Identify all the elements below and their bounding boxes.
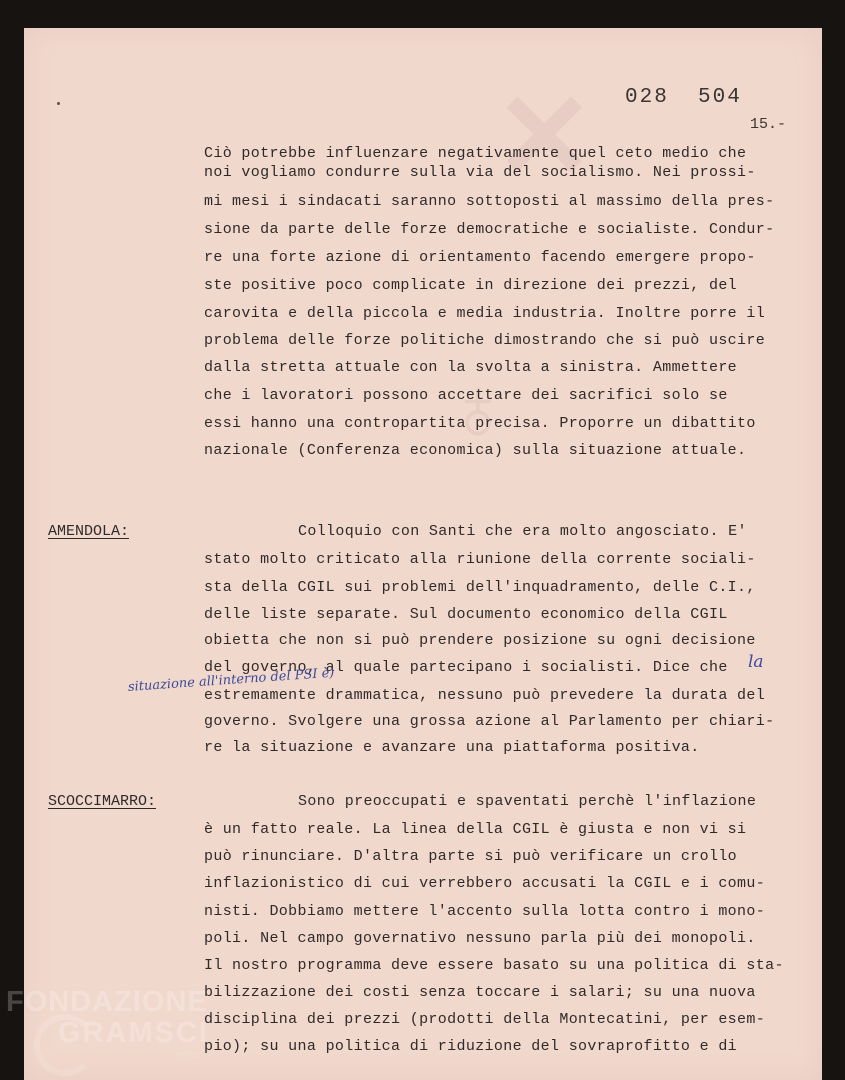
fondazione-gramsci-logo	[6, 988, 209, 1059]
handwritten-annotation: la	[748, 652, 764, 672]
archive-reference-number: 028 504	[625, 86, 742, 109]
logo-line-1: FONDAZIONE	[6, 986, 208, 1018]
text-line: estremamente drammatica, nessuno può prevedere la durata del	[204, 687, 766, 704]
text-line: governo. Svolgere una grossa azione al Parlamento per chiari-	[204, 713, 775, 730]
watermark: ✕	[494, 70, 595, 204]
text-line: è un fatto reale. La linea della CGIL è giusta e non vi si	[204, 821, 747, 838]
text-line: può rinunciare. D'altra parte si può verificare un crollo	[204, 848, 738, 865]
text-line: re una forte azione di orientamento facendo emergere propo-	[204, 249, 756, 266]
text-line: nisti. Dobbiamo mettere l'accento sulla lotta contro i mono-	[204, 903, 766, 920]
handwritten-annotation: situazione all'interno del PSI è)	[127, 665, 335, 695]
text-line: re la situazione e avanzare una piattaforma positiva.	[204, 739, 700, 756]
text-line: sione da parte delle forze democratiche e socialiste. Condur-	[204, 221, 775, 238]
text-line: poli. Nel campo governativo nessuno parla più dei monopoli.	[204, 930, 756, 947]
text-line: bilizzazione dei costi senza toccare i salari; su una nuova	[204, 984, 756, 1001]
text-line: Colloquio con Santi che era molto angosciato. E'	[298, 523, 747, 540]
text-line: inflazionistico di cui verrebbero accusati la CGIL e i comu-	[204, 875, 766, 892]
text-line: sta della CGIL sui problemi dell'inquadramento, delle C.I.,	[204, 579, 756, 596]
text-line: essi hanno una contropartita precisa. Proporre un dibattito	[204, 415, 756, 432]
speaker-label: AMENDOLA:	[48, 523, 130, 540]
paper-mark	[57, 102, 60, 105]
text-line: dalla stretta attuale con la svolta a sinistra. Ammettere	[204, 359, 738, 376]
text-line: Ciò potrebbe influenzare negativamente quel ceto medio che	[204, 145, 747, 162]
logo-line-3: onlus	[176, 1049, 200, 1059]
text-line: che i lavoratori possono accettare dei sacrifici solo se	[204, 387, 728, 404]
text-line: Il nostro programma deve essere basato su una politica di sta-	[204, 957, 784, 974]
document-page	[24, 28, 822, 1080]
text-line: carovita e della piccola e media industria. Inoltre porre il	[204, 305, 766, 322]
text-line: del governo, al quale partecipano i socialisti. Dice che	[204, 659, 728, 676]
text-line: Sono preoccupati e spaventati perchè l'inflazione	[298, 793, 757, 810]
text-line: problema delle forze politiche dimostrando che si può uscire	[204, 332, 766, 349]
text-line: delle liste separate. Sul documento economico della CGIL	[204, 606, 728, 623]
watermark: ♁	[444, 359, 512, 459]
text-line: mi mesi i sindacati saranno sottoposti al massimo della pres-	[204, 193, 775, 210]
text-line: noi vogliamo condurre sulla via del socialismo. Nei prossi-	[204, 164, 756, 181]
logo-line-2: GRAMSCI	[58, 1017, 209, 1049]
text-line: ste positive poco complicate in direzione dei prezzi, del	[204, 277, 738, 294]
text-line: nazionale (Conferenza economica) sulla situazione attuale.	[204, 442, 747, 459]
text-line: obietta che non si può prendere posizione su ogni decisione	[204, 632, 756, 649]
text-line: disciplina dei prezzi (prodotti della Montecatini, per esem-	[204, 1011, 766, 1028]
text-line: stato molto criticato alla riunione della corrente sociali-	[204, 551, 756, 568]
speaker-label: SCOCCIMARRO:	[48, 793, 157, 810]
page-number: 15.-	[750, 116, 787, 133]
text-line: pio); su una politica di riduzione del sovraprofitto e di	[204, 1038, 738, 1055]
